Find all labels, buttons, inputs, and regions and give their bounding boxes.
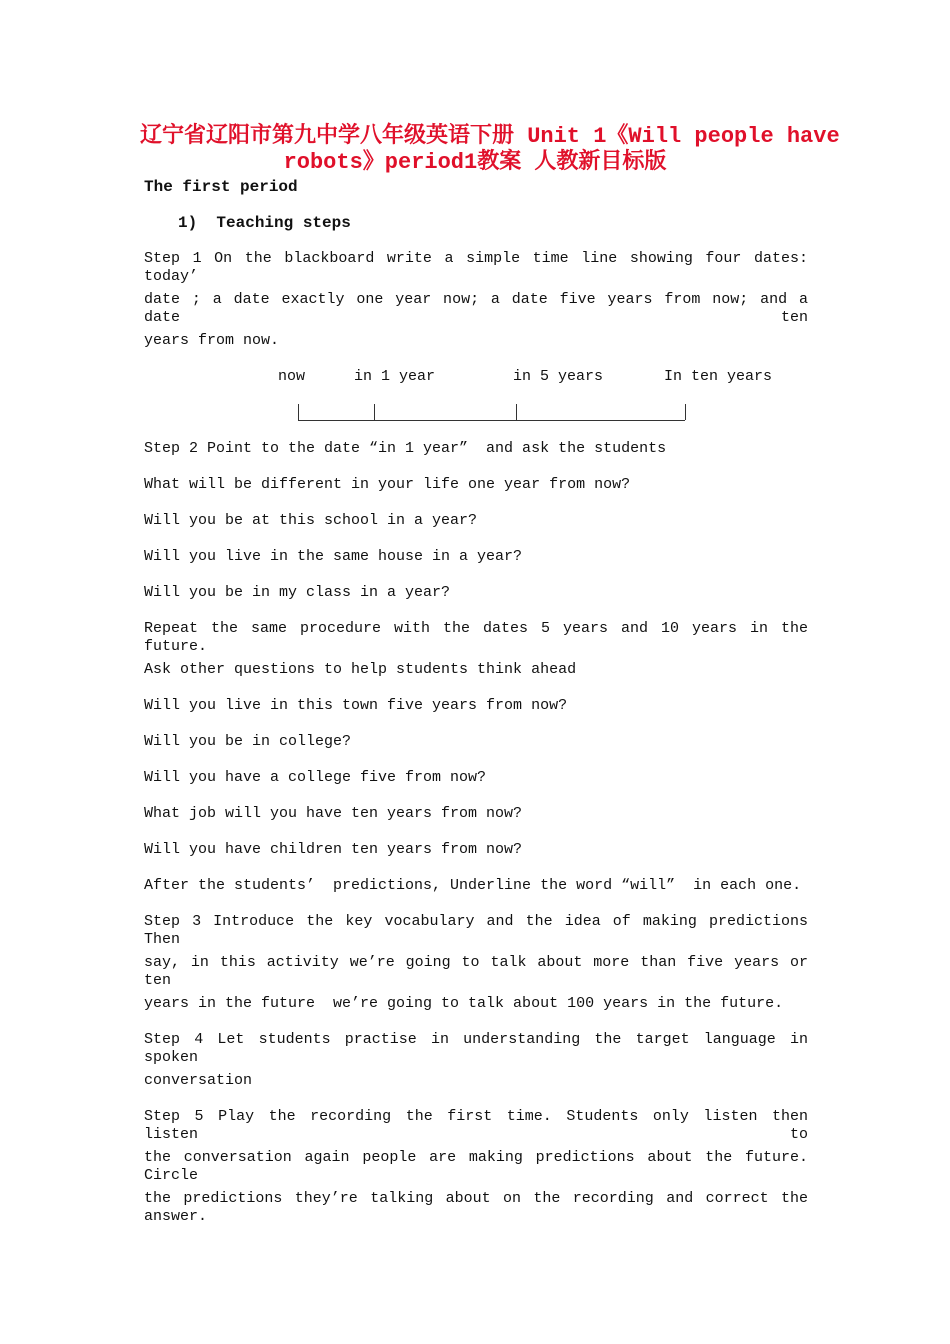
step2-question-9: Will you have children ten years from now? [144,841,523,858]
step2-question-3: Will you live in the same house in a year? [144,548,523,565]
step1-line-2: date ; a date exactly one year now; a date five years from now; and a date ten [144,291,808,326]
step3-line-2: say, in this activity we’re going to talk about more than five years or ten [144,954,808,989]
timeline-tick-10-years [685,404,686,420]
step2-question-8: What job will you have ten years from now? [144,805,523,822]
document-title-line-1: 辽宁省辽阳市第九中学八年级英语下册 Unit 1《Will people have [140,124,840,149]
timeline-label-5-years: in 5 years [513,368,604,385]
step5-line-3: the predictions they’re talking about on the recording and correct the answer. [144,1190,808,1225]
timeline-label-1-year: in 1 year [354,368,436,385]
timeline-label-now: now [278,368,306,385]
timeline-tick-1-year [374,404,375,420]
section-heading: The first period [144,178,298,196]
step2-intro: Step 2 Point to the date “in 1 year” and ask the students [144,440,667,457]
step2-question-6: Will you be in college? [144,733,352,750]
step2-question-5: Will you live in this town five years from now? [144,697,568,714]
step3-line-3: years in the future we’re going to talk about 100 years in the future. [144,995,784,1012]
step1-line-3: years from now. [144,332,280,349]
document-title-line-2: robots》period1教案 人教新目标版 [283,150,667,175]
step2-question-2: Will you be at this school in a year? [144,512,478,529]
step2-question-7: Will you have a college five from now? [144,769,487,786]
subheading: 1) Teaching steps [178,214,351,232]
step3-line-1: Step 3 Introduce the key vocabulary and the idea of making predictions Then [144,913,808,948]
timeline-label-10-years: In ten years [664,368,773,385]
timeline-tick-5-years [516,404,517,420]
step2-ask: Ask other questions to help students think ahead [144,661,577,678]
step2-after: After the students’ predictions, Underline the word “will” in each one. [144,877,802,894]
step5-line-2: the conversation again people are making predictions about the future. Circle [144,1149,808,1184]
step4-line-2: conversation [144,1072,253,1089]
step2-question-1: What will be different in your life one year from now? [144,476,631,493]
step4-line-1: Step 4 Let students practise in understanding the target language in spoken [144,1031,808,1066]
timeline-tick-now [298,404,299,420]
step2-question-4: Will you be in my class in a year? [144,584,451,601]
step2-repeat: Repeat the same procedure with the dates 5 years and 10 years in the future. [144,620,808,655]
step1-line-1: Step 1 On the blackboard write a simple time line showing four dates: today’ [144,250,808,285]
timeline-axis [298,404,685,421]
step5-line-1: Step 5 Play the recording the first time. Students only listen then listen to [144,1108,808,1143]
